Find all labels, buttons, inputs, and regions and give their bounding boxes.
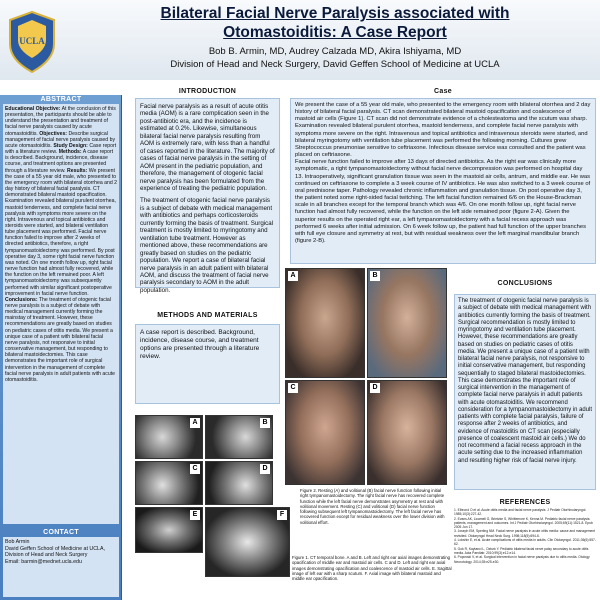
fig2-photo-d: [367, 380, 447, 485]
objective-text: At the conclusion of this presentation, the participants should be able to understand the presentation and treatment of facial nerve paralysis caused by acute otomastoiditis.: [5, 106, 116, 137]
ucla-logo: [6, 10, 58, 76]
fig2-photo-b: [367, 268, 447, 378]
methods-text: A case report is described. Background, incidence, disease course, and treatment options are presented through a literature review.: [5, 149, 114, 174]
contact-affiliation: David Geffen School of Medicine at UCLA, Division of Head and Neck Surgery: [5, 545, 106, 559]
design-label: Study Design:: [53, 142, 88, 149]
fig1-ct-d: [205, 461, 273, 505]
methods-box: [135, 324, 280, 404]
introduction-heading: INTRODUCTION: [178, 88, 237, 95]
fig2-label-d: D: [370, 383, 380, 393]
reference-item: 6. Popovski V, et al. Surgical intervention in facial nerve paralysis due to otitis media. Otology Neurotology. 2014;35:e25-e30.: [454, 555, 590, 564]
fig1-ct-f: [205, 507, 290, 577]
fig1-label-f: F: [277, 510, 287, 520]
reference-item: 3. Joseph EM, Sperling NM. Facial nerve paralysis in acute otitis media: cause and management revisited. Otolaryngol Head Neck Surg. 1998;118(5):694-6.: [454, 529, 596, 538]
contact-name: Bob Armin: [5, 539, 30, 545]
fig1-label-b: B: [260, 418, 270, 428]
introduction-p1: Facial nerve paralysis as a result of acute otitis media (AOM) is a rare complication seen in the post-antibiotic era, and the incidence is estimated at 0.2%. Likewise, simultaneous bilateral facial nerve paralysis resulting from AOM is extremely rare, with less than a handful of cases reported in the literature. The majority of cases of facial nerve paralysis in the setting of AOM present in the pediatric population, and therefore, the management of otogenic facial nerve paralysis has been formulated from the experience of treating the pediatric population.: [140, 103, 275, 192]
objectives-label: Objectives:: [39, 130, 68, 137]
fig1-caption: Figure 1. CT temporal bone. A and B. Left and right ear axial images demonstrating opacification of middle ear and mastoid air cells. C and D. Left and right ear axial images demonstrating opacification and coalescence of mastoid air cells. E. Sagittal image of left ear with a sharp scutum. F. Axial image with bilateral mastoid and middle ear opacification.: [292, 555, 452, 582]
introduction-box: [135, 98, 280, 294]
fig1-ct-c: [135, 461, 203, 505]
case-p1: We present the case of a 55 year old male, who presented to the emergency room with bilateral otorrhea and 2 day history of bilateral facial paralysis. CT scan demonstrated bilateral mastoid opacification and coalescence of mastoid air cells (Figure 1). CT scan did not demonstrate evidence of a cholesteatoma and the scutum was sharp. Examination revealed bilateral purulent otorrhea, mastoid tenderness, and complete facial nerve paralysis with symptoms more severe on the right. Intravenous and topical antibiotics and intravenous steroids were started, and bilateral myringotomy with ventilation tube placement was performed the following morning. Cultures grew Streptococcus pneumoniae sensitive to ceftriaxone. Infectious disease service was consulted and the patient was placed on ceftriaxone.: [295, 102, 591, 159]
references-heading: REFERENCES: [499, 499, 551, 506]
fig2-caption: Figure 2. Resting (A) and volitional (B) facial nerve function following initial right tympanomastoidectomy. The right facial nerve has recovered complete function while the left facial nerve demonstrates asymmetry at rest and with volitional movement. Resting (C) and volitional (D) facial nerve function following subsequent left tympanomastoidectomy. The left facial nerve has recovered function except for residual weakness over the lower division with volitional effort.: [300, 488, 445, 525]
fig2-label-c: C: [288, 383, 298, 393]
objective-label: Educational Objective:: [5, 106, 61, 112]
introduction-p2: The treatment of otogenic facial nerve paralysis is a subject of debate with medical management with antibiotics and perhaps corticosteroids currently forming the basis of treatment. Surgical treatment is mostly limited to myringotomy and ventilation tube treatment. However as mentioned above, these recommendations are greatly based on studies on the pediatric population. We report a case of bilateral facial nerve paralysis in an adult patient with bilateral AOM, and discuss the treatment of facial nerve paralysis secondary to AOM in the adult population.: [140, 197, 274, 294]
abstract-body: [3, 104, 119, 524]
conclusions-box: [454, 294, 596, 490]
fig2-label-a: A: [288, 271, 298, 281]
contact-email[interactable]: Email: barmin@mednet.ucla.edu: [5, 558, 82, 565]
case-heading: Case: [434, 88, 452, 95]
design-text: Case report with a literature review.: [5, 142, 117, 156]
results-text: We present the case of a 55 year old male, who presented to the emergency room with bilateral otorrhea and 2 day history of bilateral facial paralysis. CT demonstrated bilateral mastoid opacification. Examination revealed bilateral purulent otorrhea, mastoid tenderness, and complete facial nerve paralysis with symptoms more severe on the right. Intravenous and topical antibiotics and steroids were started, and bilateral ventilation tube placement was performed. Facial nerve function failed to improve after 2 weeks of directed antibiotics, therefore, a right tympanomastoidectomy was performed. By post operative day 3, some right facial nerve function was noted. On one month follow up, right facial nerve function had almost fully recovered, while the function on the left remained poor. A left tympanomastoidectomy was subsequently performed with similar significant postoperative improvement in facial nerve function.: [5, 167, 118, 297]
reference-item: 2. Evans AK, Licameli G, Brietzke S, Whittemore K, Kenna M. Pediatric facial nerve paralysis: patients, management and outcomes. Int J Pediatr Otorhinolaryngol. 2005;69(11):1521-8. Epub 2005 Jun 17.: [454, 516, 593, 530]
fig1-ct-a: [135, 415, 203, 459]
abstract-heading: ABSTRACT: [40, 96, 82, 103]
conclusions-body: The treatment of otogenic facial nerve paralysis is a subject of debate with medical management with antibiotics currently forming the basis of treatment. Surgical recommendation is mostly limited to myringotomy and ventilation tube placement. However, these recommendations are greatly based on studies on pediatric cases of otitis media. We present a unique case of a patient with bilateral facial nerve paralysis, not responsive to initial conservative management, but responding sequentially to staged bilateral mastoidectomies. This case demonstrates the important role of surgical intervention in the management of complete facial nerve paralysis in adult patients with acute otomastoiditis. We recommend consideration for a tympanomastoidectomy in adult patients with complete facial paralysis, failure of response after 2 weeks of antibiotics, and evidence of mastoiditis on CT scan (especially presence of coalescent mastoid air cells.) We do not recommend a facial recess approach in the acute setting due to the increased inflammation and resulting higher risk of facial nerve injury.: [458, 298, 592, 464]
case-box: [290, 98, 596, 264]
reference-item: 4. Lokshin E, et al. Acute complications of otitis media in adults. Clin Otolaryngol. 2011;36(6):557-62.: [454, 538, 596, 547]
contact-body: [3, 537, 119, 597]
results-label: Results:: [67, 167, 88, 174]
fig2-photo-c: [285, 380, 365, 485]
methods-body: A case report is described. Background, incidence, disease course, and treatment options are presented through a literature review.: [140, 329, 260, 361]
fig1-label-c: C: [190, 464, 200, 474]
fig1-ct-b: [205, 415, 273, 459]
poster-affiliation: Division of Head and Neck Surgery, David Geffen School of Medicine at UCLA: [170, 59, 500, 70]
conclusions-label: Conclusions:: [5, 296, 38, 303]
poster-title: Bilateral Facial Nerve Paralysis associated with Otomastoiditis: A Case Report: [160, 5, 510, 41]
contact-heading: CONTACT: [43, 529, 79, 536]
fig1-label-e: E: [190, 510, 200, 520]
references-list: [454, 508, 596, 598]
reference-item: 1. Elbrond O et al. Acute otitis media and facial nerve paralysis. J Pediatr Otorhinolaryngol. 1985;10(3):227-42.: [454, 508, 587, 517]
fig1-ct-e: [135, 507, 203, 553]
reference-item: 5. Gok R, Kaytanci L, Ozturk Y. Pediatric bilateral facial nerve palsy secondary to acute otitis media. Acta Paediatr. 2010;99(3):e12-e14.: [454, 546, 589, 555]
fig1-label-d: D: [260, 464, 270, 474]
case-p2: Facial nerve function failed to improve after 13 days of directed antibiotics. As the right ear was clinically more symptomatic, a right tympanomastoidectomy without facial nerve decompression was performed on hospital day 13. Intraoperatively, significant granulation tissue was seen in the mastoid air cells, antrum, and middle ear. He was continued on ceftriaxone to complete a 3 week course of IV antibiotics. He was also switched to a 3 week course of oral prednisone taper. Pathology revealed chronic inflammation and granulation tissue. On post operative day 3, the patient noted some right-sided facial twitching. The left facial function remained 6/6 on the House-Brackman scale in all branches except for the temporal branch which was 4/6. On one month follow up, right facial nerve function had almost fully recovered, while the function on the left side remained poor (figure 2-A). Given the superior results on the operated right ear, a left tympanomastoidectomy with a facial recess approach was performed 6 weeks after initial admission. On 6 week follow up, the patient had full function of the upper branches with full eye closure and symmetry at rest, but with residual weakness over the left marginal mandibular branch (figure 2-B).: [295, 159, 591, 244]
poster-authors: Bob B. Armin, MD, Audrey Calzada MD, Akira Ishiyama, MD: [208, 46, 462, 57]
logo-wordmark: UCLA: [19, 36, 45, 46]
conclusions-text: The treatment of otogenic facial nerve paralysis is a subject of debate with medical management currently forming the mainstay of treatment. However, these recommendations are greatly based on studies on pediatric cases of otitis media. We present a unique case of a patient with bilateral facial nerve paralysis, not responsive to initial conservative management, but responding to bilateral mastoidectomies. This case demonstrates the important role of surgical intervention in the management of complete facial nerve paralysis in adult patients with acute otomastoiditis.: [5, 296, 116, 383]
methods-label: Methods:: [58, 149, 82, 156]
fig2-label-b: B: [370, 271, 380, 281]
methods-heading: METHODS AND MATERIALS: [157, 312, 258, 319]
objectives-text: Describe surgical management of facial nerve paralysis caused by acute otomastoiditis.: [5, 130, 116, 149]
fig1-label-a: A: [190, 418, 200, 428]
fig2-photo-a: [285, 268, 365, 378]
conclusions-heading: CONCLUSIONS: [497, 280, 553, 287]
